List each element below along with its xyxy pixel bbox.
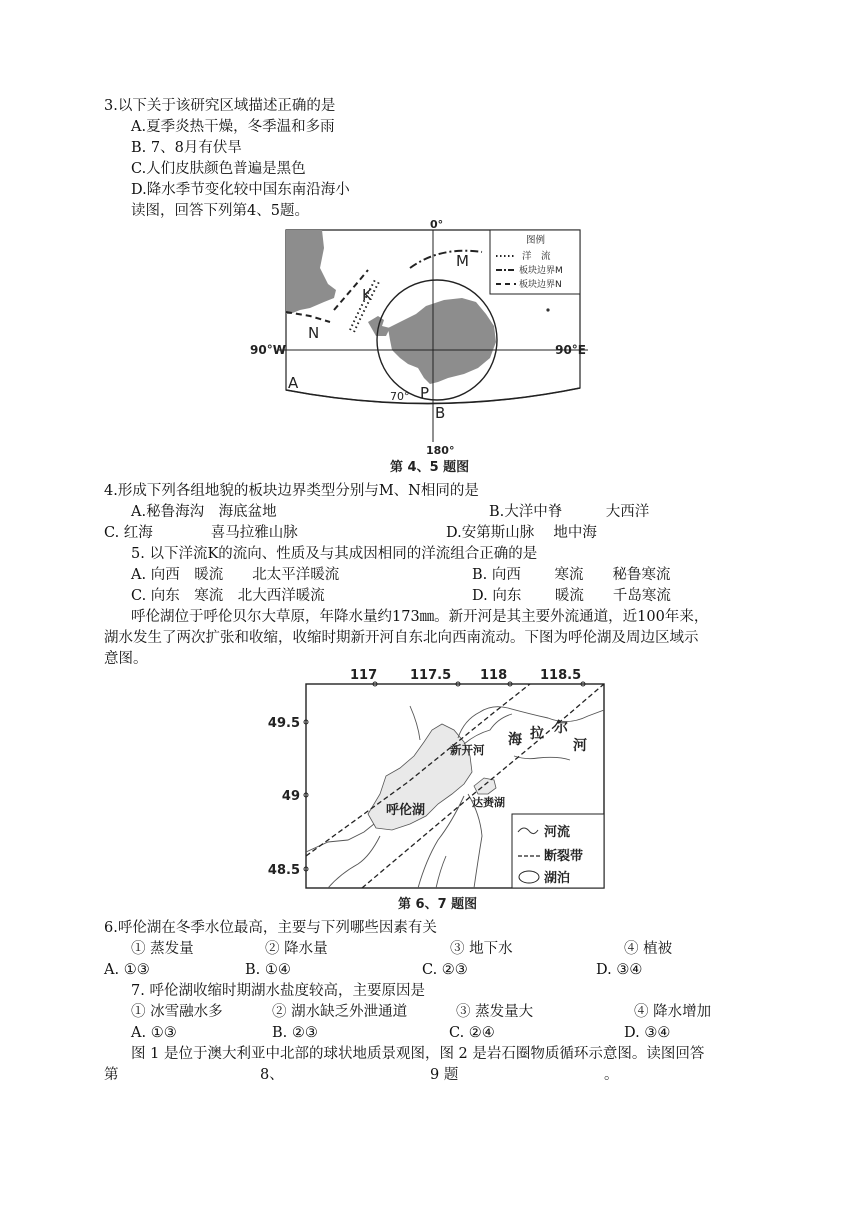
lon-tick-117-5: 117.5 xyxy=(410,668,452,683)
label-n: N xyxy=(308,324,320,342)
q6-option-a: A. ①③ xyxy=(104,962,150,978)
q7-option-a: A. ①③ xyxy=(131,1025,177,1041)
passage-8-9-period: 。 xyxy=(604,1067,619,1083)
label-k: K xyxy=(362,286,372,304)
label-er: 尔 xyxy=(554,720,568,736)
lat-tick-49: 49 xyxy=(281,789,300,804)
q7-option-b: B. ②③ xyxy=(272,1025,318,1041)
q3-option-d: D.降水季节变化较中国东南沿海小 xyxy=(131,182,350,198)
q3-option-b: B. 7、8月有伏旱 xyxy=(131,140,242,156)
lon-tick-118: 118 xyxy=(480,668,508,683)
hulun-passage-line2: 湖水发生了两次扩张和收缩，收缩时期新开河自东北向西南流动。下图为呼伦湖及周边区域示 xyxy=(104,630,699,646)
passage-8-9-word-9: 9 题 xyxy=(430,1067,459,1083)
q5-option-c: C. 向东 寒流 北大西洋暖流 xyxy=(131,588,325,604)
q6-item-1: ① 蒸发量 xyxy=(131,941,194,957)
q5-stem: 5. 以下洋流K的流向、性质及与其成因相同的洋流组合正确的是 xyxy=(131,546,538,562)
q7-item-2: ② 湖水缺乏外泄通道 xyxy=(272,1004,408,1020)
label-90w: 90°W xyxy=(250,343,286,357)
legend-ocean-current: 洋 流 xyxy=(522,251,551,262)
q7-option-d: D. ③④ xyxy=(624,1025,671,1041)
label-180-degrees: 180° xyxy=(426,444,455,457)
read-instruction-4-5: 读图，回答下列第4、5题。 xyxy=(131,203,309,219)
q4-stem: 4.形成下列各组地貌的板块边界类型分别与M、N相同的是 xyxy=(104,483,479,499)
q5-option-d: D. 向东 暖流 千岛寒流 xyxy=(472,588,671,604)
legend-river: 河流 xyxy=(544,825,571,840)
q4-option-b: B.大洋中脊 大西洋 xyxy=(489,504,650,520)
q6-item-3: ③ 地下水 xyxy=(450,941,513,957)
q6-item-4: ④ 植被 xyxy=(624,941,673,957)
q7-item-4: ④ 降水增加 xyxy=(634,1004,712,1020)
label-a: A xyxy=(288,374,299,392)
q5-option-a: A. 向西 暖流 北太平洋暖流 xyxy=(131,567,340,583)
map1-caption: 第 4、5 题图 xyxy=(390,460,470,475)
q7-item-1: ① 冰雪融水多 xyxy=(131,1004,223,1020)
q6-option-c: C. ②③ xyxy=(422,962,468,978)
lat-tick-48-5: 48.5 xyxy=(268,863,300,878)
q3-option-c: C.人们皮肤颜色普遍是黑色 xyxy=(131,161,306,177)
q4-option-a: A.秘鲁海沟 海底盆地 xyxy=(131,504,277,520)
q6-option-d: D. ③④ xyxy=(596,962,643,978)
hulun-lake-map xyxy=(268,664,618,914)
legend-fault: 断裂带 xyxy=(544,849,584,864)
map2-caption: 第 6、7 题图 xyxy=(398,897,478,912)
legend-boundary-n: 板块边界N xyxy=(519,280,562,290)
lon-tick-117: 117 xyxy=(350,668,378,683)
q5-option-b: B. 向西 寒流 秘鲁寒流 xyxy=(472,567,671,583)
q4-option-d: D.安第斯山脉 地中海 xyxy=(446,525,597,541)
legend-title: 图例 xyxy=(526,235,546,246)
legend-boundary-m: 板块边界M xyxy=(519,266,563,276)
q4-option-c: C. 红海 喜马拉雅山脉 xyxy=(104,525,298,541)
label-la: 拉 xyxy=(530,726,544,742)
label-dalai-lake: 达赉湖 xyxy=(472,796,505,809)
label-he: 河 xyxy=(573,738,587,754)
label-b: B xyxy=(435,404,446,422)
label-p: P xyxy=(420,384,430,402)
hulun-passage-line1: 呼伦湖位于呼伦贝尔大草原，年降水量约173㎜。新开河是其主要外流通道，近100年来， xyxy=(131,609,709,625)
q6-stem: 6.呼伦湖在冬季水位最高，主要与下列哪些因素有关 xyxy=(104,920,437,936)
q6-item-2: ② 降水量 xyxy=(265,941,328,957)
passage-8-9-line1: 图 1 是位于澳大利亚中北部的球状地质景观图，图 2 是岩石圈物质循环示意图。读图回答 xyxy=(131,1046,705,1062)
passage-8-9-word-8: 8、 xyxy=(260,1067,284,1083)
lat-tick-49-5: 49.5 xyxy=(268,716,300,731)
label-90e: 90°E xyxy=(555,343,586,357)
q7-stem: 7. 呼伦湖收缩时期湖水盐度较高，主要原因是 xyxy=(131,983,425,999)
label-hai: 海 xyxy=(508,732,522,748)
label-hulun-lake: 呼伦湖 xyxy=(386,803,426,818)
q7-option-c: C. ②④ xyxy=(449,1025,495,1041)
q3-stem: 3.以下关于该研究区域描述正确的是 xyxy=(104,98,336,114)
label-xinkai-river: 新开河 xyxy=(450,743,485,757)
legend-lake: 湖泊 xyxy=(544,871,571,886)
q7-item-3: ③ 蒸发量大 xyxy=(456,1004,534,1020)
label-0-degrees: 0° xyxy=(430,218,444,231)
lon-tick-118-5: 118.5 xyxy=(540,668,582,683)
hulun-passage-line3: 意图。 xyxy=(104,651,148,667)
label-m: M xyxy=(456,252,469,270)
antarctic-map xyxy=(250,218,590,476)
q6-option-b: B. ①④ xyxy=(245,962,291,978)
q3-option-a: A.夏季炎热干燥，冬季温和多雨 xyxy=(131,119,335,135)
passage-8-9-word-di: 第 xyxy=(104,1067,119,1083)
label-70-degrees: 70° xyxy=(390,390,410,403)
small-island xyxy=(546,308,549,311)
